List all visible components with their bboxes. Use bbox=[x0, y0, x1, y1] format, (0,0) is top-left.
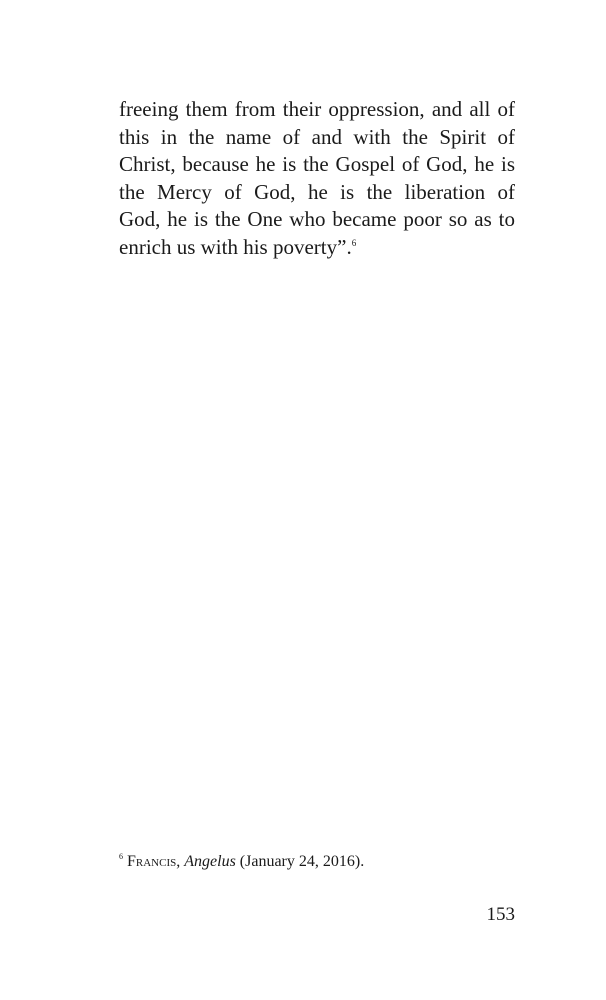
page-number: 153 bbox=[486, 904, 515, 925]
footnote bbox=[119, 852, 364, 872]
body-paragraph bbox=[119, 96, 515, 261]
footnote-title: Angelus bbox=[184, 853, 236, 870]
footnote-reference[interactable]: 6 bbox=[351, 237, 357, 248]
footnote-marker: 6 bbox=[119, 852, 123, 861]
text-line: this in the name of and with the Spirit of bbox=[119, 124, 515, 149]
footnote-citation: (January 24, 2016). bbox=[235, 853, 365, 870]
text-line-last bbox=[119, 234, 515, 262]
footnote-separator: , bbox=[176, 853, 185, 870]
text-line: Christ, because he is the Gospel of God, he is bbox=[119, 152, 515, 176]
text-line-content: enrich us with his poverty”. bbox=[119, 234, 352, 259]
footnote-author: Francis bbox=[127, 853, 177, 870]
text-line: the Mercy of God, he is the liberation of bbox=[119, 179, 515, 204]
text-line: freeing them from their oppression, and all of bbox=[119, 97, 515, 121]
text-line: God, he is the One who became poor so as to bbox=[119, 207, 515, 231]
